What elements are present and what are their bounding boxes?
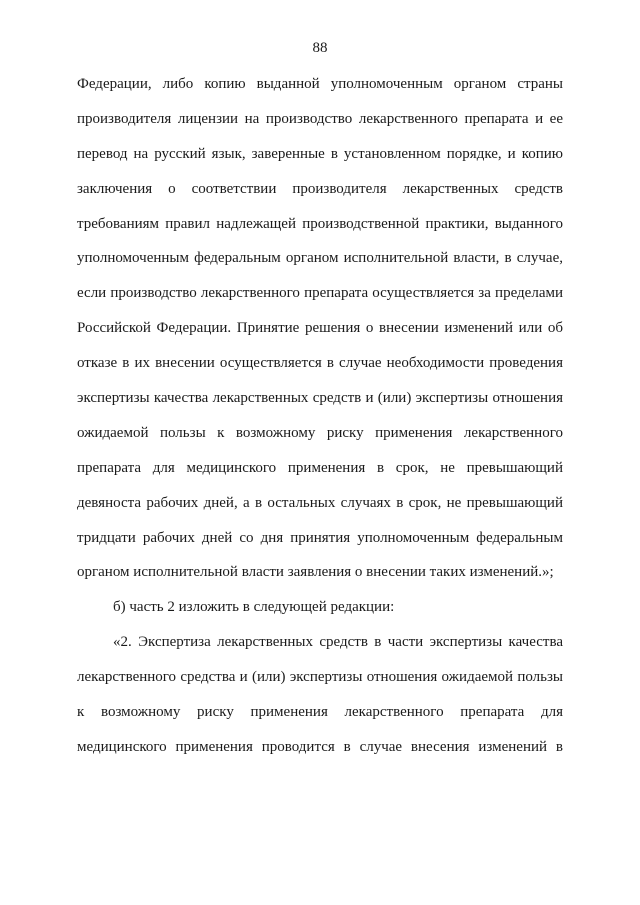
text-line: Российской Федерации. Принятие решения о внесении изменений или об	[77, 320, 563, 337]
paragraph-first-line: «2. Экспертиза лекарственных средств в части экспертизы качества	[113, 634, 563, 651]
text-line: к возможному риску применения лекарственного препарата для	[77, 704, 563, 721]
text-line: лекарственного средства и (или) экспертизы отношения ожидаемой пользы	[77, 669, 563, 686]
text-line: перевод на русский язык, заверенные в установленном порядке, и копию	[77, 145, 563, 162]
text-line: органом исполнительной власти заявления о внесении таких изменений.»;	[77, 564, 554, 581]
text-line: производителя лицензии на производство лекарственного препарата и ее	[77, 110, 563, 127]
text-line: экспертизы качества лекарственных средств и (или) экспертизы отношения	[77, 390, 563, 407]
text-line: препарата для медицинского применения в срок, не превышающий	[77, 459, 563, 476]
text-line: ожидаемой пользы к возможному риску применения лекарственного	[77, 424, 563, 441]
text-line: медицинского применения проводится в случае внесения изменений в	[77, 738, 563, 755]
text-line: если производство лекарственного препарата осуществляется за пределами	[77, 285, 563, 302]
text-line: девяноста рабочих дней, а в остальных случаях в срок, не превышающий	[77, 494, 563, 511]
text-line: уполномоченным федеральным органом исполнительной власти, в случае,	[77, 250, 563, 267]
text-line: тридцати рабочих дней со дня принятия уполномоченным федеральным	[77, 529, 563, 546]
text-line: требованиям правил надлежащей производственной практики, выданного	[77, 215, 563, 232]
paragraph-first-line: б) часть 2 изложить в следующей редакции:	[113, 599, 395, 616]
text-line: отказе в их внесении осуществляется в случае необходимости проведения	[77, 355, 563, 372]
document-body	[77, 74, 563, 772]
text-line: заключения о соответствии производителя лекарственных средств	[77, 180, 563, 197]
page-number: 88	[312, 40, 328, 56]
text-line: Федерации, либо копию выданной уполномоченным органом страны	[77, 76, 563, 92]
